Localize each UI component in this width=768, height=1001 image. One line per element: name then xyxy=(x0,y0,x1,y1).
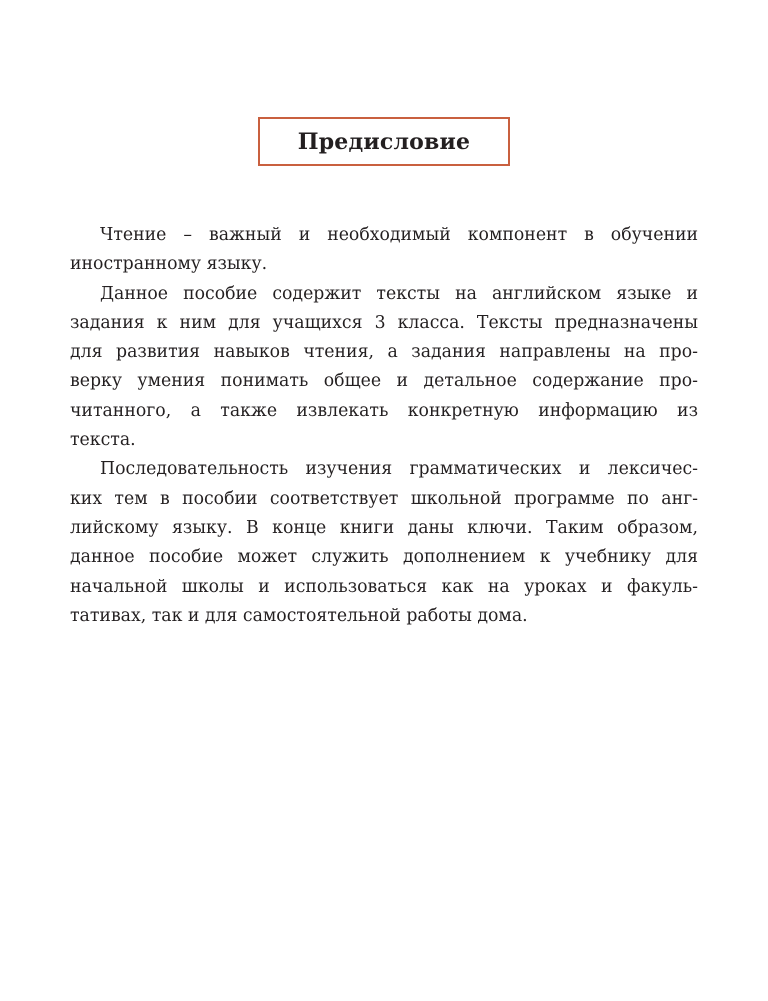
page-title: Предисловие xyxy=(297,128,471,155)
body-text xyxy=(70,221,698,631)
paragraph-2 xyxy=(70,280,698,456)
text-line: задания к ним для учащихся 3 класса. Тексты предназначены xyxy=(70,312,698,333)
text-line: читанного, а также извлекать конкретную информацию из xyxy=(70,400,698,421)
paragraph-3 xyxy=(70,455,698,631)
text-line: Последовательность изучения грамматических и лексичес- xyxy=(100,459,698,480)
text-line: ких тем в пособии соответствует школьной программе по анг- xyxy=(70,488,698,509)
text-line: тативах, так и для самостоятельной работы дома. xyxy=(70,605,528,626)
text-line: текста. xyxy=(70,430,136,451)
text-line: для развития навыков чтения, а задания направлены на про- xyxy=(70,342,698,363)
text-line: данное пособие может служить дополнением к учебнику для xyxy=(70,547,698,568)
text-line: Данное пособие содержит тексты на английском языке и xyxy=(100,283,698,304)
text-line: начальной школы и использоваться как на уроках и факуль- xyxy=(70,576,698,597)
text-line: иностранному языку. xyxy=(70,254,268,275)
text-line: лийскому языку. В конце книги даны ключи. Таким образом, xyxy=(70,517,698,538)
text-line: верку умения понимать общее и детальное содержание про- xyxy=(70,371,698,392)
text-line: Чтение – важный и необходимый компонент в обучении xyxy=(100,225,698,245)
title-frame xyxy=(258,117,510,166)
paragraph-1 xyxy=(70,221,698,280)
